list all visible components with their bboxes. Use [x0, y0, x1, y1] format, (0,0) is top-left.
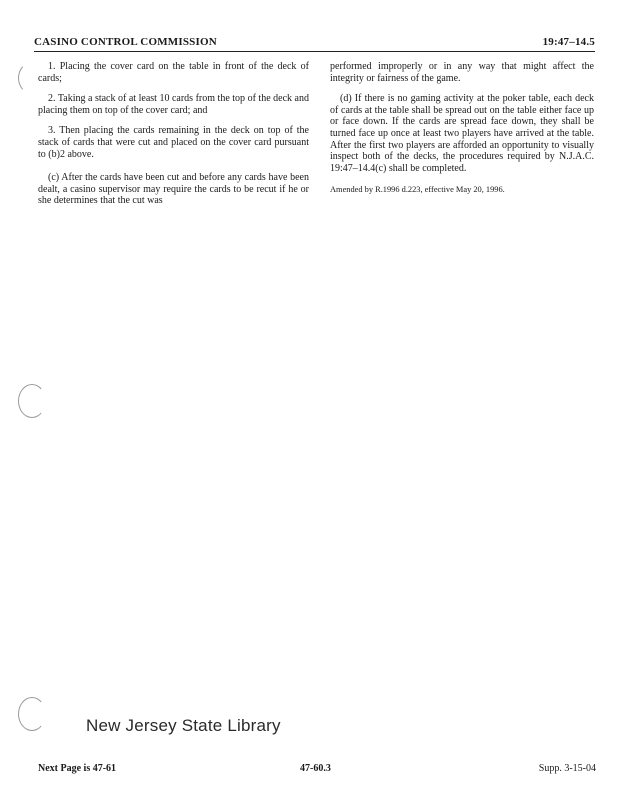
header-section-number: 19:47–14.5: [542, 36, 595, 48]
punch-hole-mark: [18, 697, 46, 731]
supplement-date: Supp. 3-15-04: [538, 763, 596, 774]
paragraph-c-continued: performed improperly or in any way that might affect the integrity or fairness of the game.: [330, 61, 594, 84]
page-footer: [0, 763, 623, 777]
amendment-note: Amended by R.1996 d.223, effective May 20, 1996.: [330, 185, 505, 195]
running-header: [34, 36, 595, 50]
paragraph-b3: 3. Then placing the cards remaining in the deck on top of the stack of cards that were cut and placed on the cover card pursuant to (b)2 above.: [38, 125, 309, 160]
page-number: 47-60.3: [300, 763, 331, 774]
paragraph-d: (d) If there is no gaming activity at the poker table, each deck of cards at the table shall be spread out on the table either face up or face down. If the cards are spread face down, they shall be turned face up once at least two players have arrived at the table. After the first two players are afforded an opportunity to visually inspect both of the decks, the procedures required by N.J.A.C. 19:47–14.4(c) shall be completed.: [330, 93, 594, 174]
paragraph-b2: 2. Taking a stack of at least 10 cards from the top of the deck and placing them on top of the cover card; and: [38, 93, 309, 116]
paragraph-b1: 1. Placing the cover card on the table in front of the deck of cards;: [38, 61, 309, 84]
header-title: CASINO CONTROL COMMISSION: [34, 36, 217, 48]
right-column: [330, 61, 594, 205]
left-column: [38, 61, 309, 216]
paragraph-c: (c) After the cards have been cut and before any cards have been dealt, a casino supervisor may require the cards to be recut if he or she determines that the cut was: [38, 172, 309, 207]
punch-hole-mark: [18, 62, 46, 94]
header-rule: [34, 51, 595, 52]
library-stamp: New Jersey State Library: [86, 716, 281, 735]
punch-hole-mark: [18, 384, 46, 418]
next-page-note: Next Page is 47-61: [38, 763, 117, 774]
